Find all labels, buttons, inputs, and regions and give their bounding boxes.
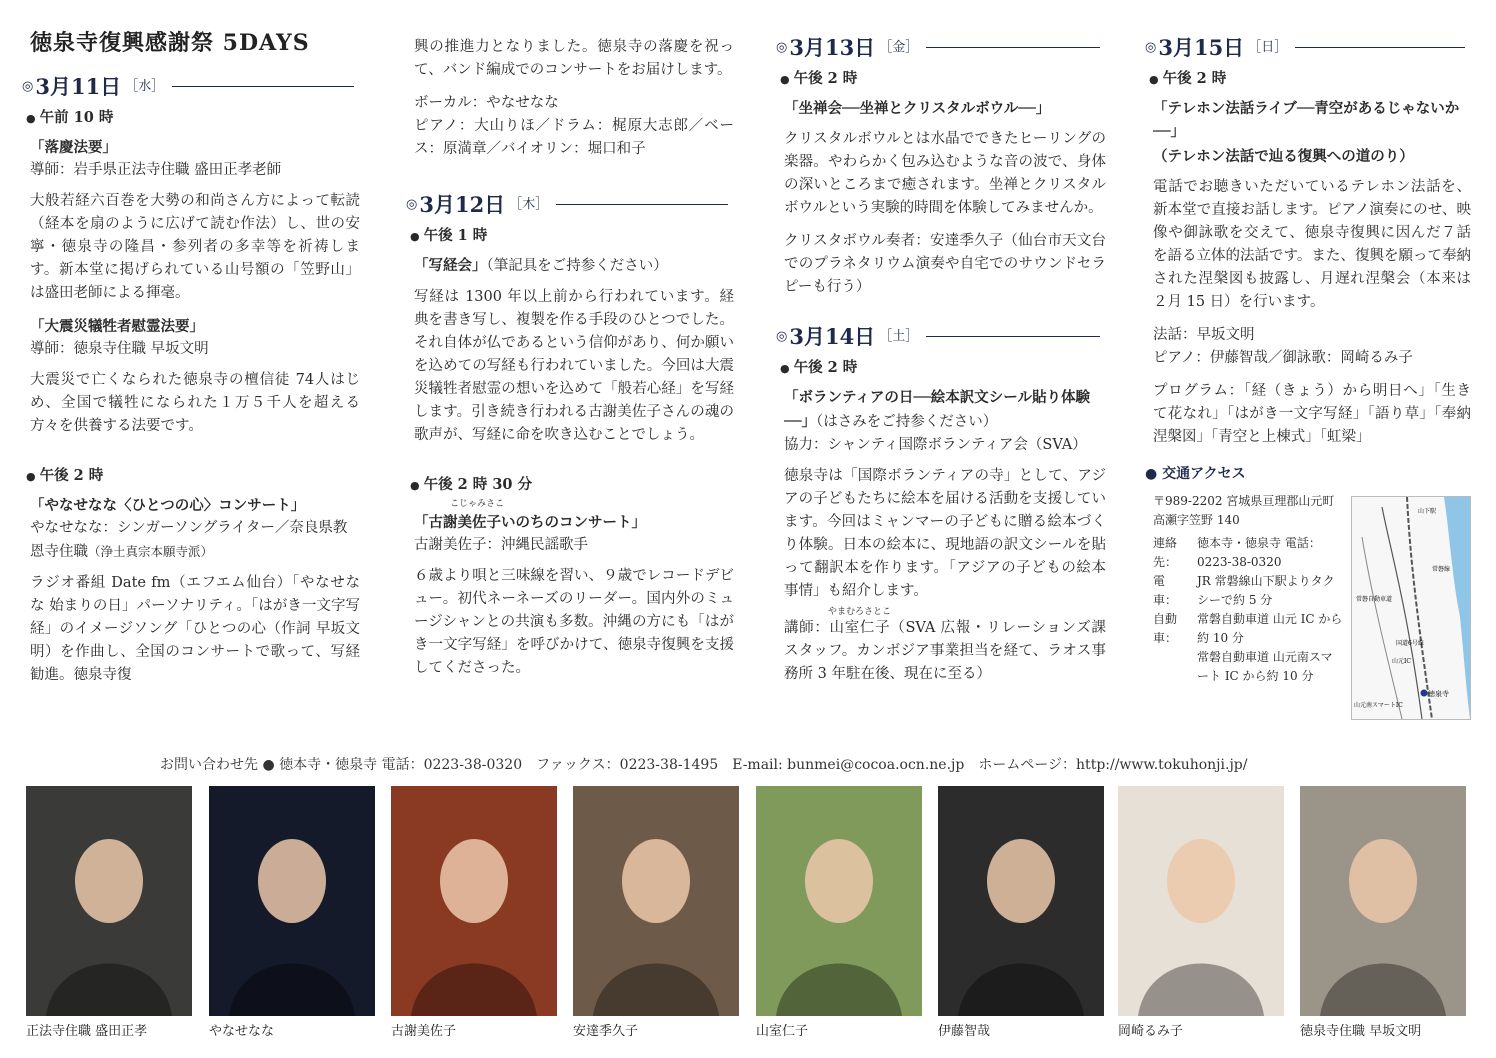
- access-map: [1351, 496, 1471, 720]
- portrait-photo: [1300, 786, 1466, 1016]
- bullet-icon: ●: [26, 112, 36, 125]
- time-label: ● 午後 2 時 30 分: [410, 476, 533, 493]
- time-label: ● 午後 1 時: [410, 227, 488, 244]
- access-row-car2: 常磐自動車道 山元南スマート IC から約 10 分: [1197, 650, 1333, 683]
- day-mark: ◎: [776, 40, 788, 55]
- map-drawing: [1352, 497, 1470, 719]
- performer-info: やなせなな：シンガーソングライター／奈良県教恩寺住職（浄土真宗本願寺派）: [30, 520, 348, 560]
- day-header-mar15: [1145, 36, 1471, 59]
- bullet-icon: ●: [26, 470, 36, 483]
- map-label: 常磐自動車道: [1356, 596, 1393, 603]
- column-mar11: [22, 28, 360, 697]
- day-weekday: ［土］: [879, 329, 919, 344]
- portrait-caption: 正法寺住職 盛田正孝: [26, 1024, 148, 1039]
- map-label: 山下駅: [1418, 508, 1437, 515]
- cooperation-credit: 協力：シャンティ国際ボランティア会（SVA）: [784, 437, 1087, 453]
- lecturer-info: 講師：山室仁子（SVA 広報・リレーションズ課スタッフ。カンボジア事業担当を経て、ラオス事務所 3 年駐在後、現在に至る）: [784, 620, 1106, 682]
- portrait-caption: 徳泉寺住職 早坂文明: [1300, 1024, 1422, 1039]
- portrait-caption: 古謝美佐子: [391, 1024, 457, 1039]
- portrait-photo: [573, 786, 739, 1016]
- event-title: 「やなせなな〈ひとつの心〉コンサート」: [30, 497, 306, 514]
- day-date: 3月13日: [789, 35, 876, 60]
- day-date: 3月11日: [35, 74, 122, 99]
- time-label: ● 午前 10 時: [26, 109, 114, 126]
- map-label: 常磐線: [1432, 566, 1451, 573]
- map-label: 国道6号線: [1396, 640, 1424, 647]
- performer-info: 古謝美佐子：沖縄民謡歌手: [414, 537, 588, 553]
- day-date: 3月14日: [789, 324, 876, 349]
- day-header-mar11: [22, 75, 360, 98]
- portrait-photo: [209, 786, 375, 1016]
- contact-line: お問い合わせ先 ● 徳本寺・徳泉寺 電話：0223-38-0320 ファックス：0223-38-1495 E-mail: bunmei@cocoa.ocn.ne.jp ホームページ：http://www.tokuhonji.jp/: [160, 757, 1248, 773]
- page-title: 徳泉寺復興感謝祭 5DAYS: [30, 30, 310, 56]
- time-label: ● 午後 2 時: [780, 70, 858, 87]
- ruby-text: こじゃみさこ: [450, 499, 505, 509]
- map-label: 山元IC: [1392, 658, 1411, 665]
- event-description: 写経は 1300 年以上前から行われています。経典を書き写し、複製を作る手段のひとつでした。それ自体が仏であるという信仰があり、何か願いを込めての写経も行われていました。今回は大震災犠牲者慰霊の想いを込めて「般若心経」を写経します。引き続き行われる古謝美佐子さんの魂の歌声が、写経に命を吹き込むことでしょう。: [414, 289, 734, 443]
- day-rule: [556, 204, 728, 205]
- day-rule: [926, 47, 1100, 48]
- event-title: 「テレホン法話ライブ──青空があるじゃないか──」: [1153, 100, 1460, 140]
- access-section: [1153, 492, 1471, 742]
- access-title: ● 交通アクセス: [1145, 466, 1246, 482]
- portrait-photo: [938, 786, 1104, 1016]
- bullet-icon: ●: [780, 362, 790, 375]
- bullet-icon: ●: [410, 479, 420, 492]
- vocal-credit: ボーカル：やなせなな: [414, 95, 559, 111]
- day-mark: ◎: [1145, 40, 1157, 55]
- portrait-caption: 安達季久子: [573, 1024, 639, 1039]
- event-subtitle: （テレホン法話で辿る復興への道のり）: [1153, 148, 1414, 165]
- event-description: クリスタルボウルとは水晶でできたヒーリングの楽器。やわらかく包み込むような音の波で、身体の深いところまで癒されます。坐禅とクリスタルボウルという実験的時間を体験してみませんか。: [784, 131, 1106, 216]
- time-label: ● 午後 2 時: [26, 467, 104, 484]
- event-description: 徳泉寺は「国際ボランティアの寺」として、アジアの子どもたちに絵本を届ける活動を支援しています。今回はミャンマーの子どもに贈る絵本づくり体験。日本の絵本に、現地語の訳文シールを貼って翻訳本を作ります。「アジアの子どもの絵本事情」も紹介します。: [784, 468, 1106, 599]
- event-title: 「落慶法要」: [30, 139, 117, 156]
- map-label: 山元南スマートIC: [1354, 702, 1403, 709]
- event-leader: 導師：岩手県正法寺住職 盛田正孝老師: [30, 162, 282, 178]
- day-weekday: ［水］: [125, 79, 165, 94]
- piano-credit: ピアノ：伊藤智哉／御詠歌：岡崎るみ子: [1153, 350, 1413, 366]
- portrait-photo: [1118, 786, 1284, 1016]
- event-description: ６歳より唄と三味線を習い、９歳でレコードデビュー。初代ネーネーズのリーダー。国内外のミュージシャンとの共演も多数。沖縄の方にも「はがき一文字写経」を呼びかけて、徳泉寺復興を支援してくださった。: [414, 568, 734, 676]
- day-mark: ◎: [22, 79, 34, 94]
- performer-info: クリスタボウル奏者：安達季久子（仙台市天文台でのプラネタリウム演奏や自宅でのサウンドセラピーも行う）: [784, 233, 1106, 295]
- day-header-mar13: [776, 36, 1106, 59]
- event-title: 「大震災犠牲者慰霊法要」: [30, 318, 204, 335]
- access-row-contact: 連絡先： 徳本寺・徳泉寺 電話：0223-38-0320: [1153, 536, 1321, 569]
- postal-address: 〒989-2202 宮城県亘理郡山元町高瀬字笠野 140: [1153, 494, 1335, 527]
- portrait-caption: 山室仁子: [756, 1024, 809, 1039]
- continued-text: 興の推進力となりました。徳泉寺の落慶を祝って、バンド編成でのコンサートをお届けします。: [414, 39, 734, 78]
- column-mar15: [1145, 28, 1471, 742]
- access-details: [1153, 492, 1343, 686]
- day-weekday: ［木］: [509, 197, 549, 212]
- day-date: 3月12日: [419, 192, 506, 217]
- day-weekday: ［金］: [879, 40, 919, 55]
- day-header-mar14: [776, 325, 1106, 348]
- day-rule: [926, 336, 1100, 337]
- bullet-icon: ●: [1149, 73, 1159, 86]
- portrait-caption: 伊藤智哉: [938, 1024, 991, 1039]
- day-mark: ◎: [776, 329, 788, 344]
- access-row-car: 自動車： 常磐自動車道 山元 IC から約 10 分: [1153, 612, 1343, 645]
- program-list: プログラム：「経（きょう）から明日へ」「生きて花なれ」「はがき一文字写経」「語り草」「奉納涅槃図」「青空と上棟式」「虹梁」: [1153, 383, 1471, 445]
- portrait-caption: やなせなな: [209, 1024, 275, 1039]
- event-title: 「坐禅会──坐禅とクリスタルボウル──」: [784, 100, 1051, 117]
- ruby-text: やまむろさとこ: [828, 607, 892, 617]
- event-title: 「古謝美佐子いのちのコンサート」: [414, 514, 646, 531]
- map-label: 徳泉寺: [1428, 690, 1449, 698]
- event-heading: 「ボランティアの日──絵本訳文シール貼り体験──」（はさみをご持参ください）: [784, 389, 1091, 430]
- portrait-photo: [26, 786, 192, 1016]
- event-leader: 導師：徳泉寺住職 早坂文明: [30, 341, 209, 357]
- day-rule: [172, 86, 354, 87]
- event-description: 大般若経六百巻を大勢の和尚さん方によって転読（経本を扇のように広げて読む作法）し、世の安寧・徳泉寺の隆昌・参列者の多幸等を祈祷します。新本堂に掲げられている山号額の「笠野山」は盛田老師による揮毫。: [30, 193, 360, 301]
- portrait-photo: [756, 786, 922, 1016]
- time-label: ● 午後 2 時: [1149, 70, 1227, 87]
- event-description: 電話でお聴きいただいているテレホン法話を、新本堂で直接お話します。ピアノ演奏にのせ、映像や御詠歌を交えて、徳泉寺復興に因んだ７話を語る立体的法話です。また、復興を願って奉納された涅槃図も披露し、月遅れ涅槃会（本来は２月 15 日）を行います。: [1153, 179, 1471, 310]
- bullet-icon: ●: [410, 230, 420, 243]
- portrait-caption: 岡崎るみ子: [1118, 1024, 1184, 1039]
- event-description: 大震災で亡くなられた徳泉寺の檀信徒 74人はじめ、全国で犠牲になられた１万５千人を超える方々を供養する法要です。: [30, 372, 360, 434]
- event-description: ラジオ番組 Date fm（エフエム仙台）「やなせなな 始まりの日」パーソナリティ。「はがき一文字写経」のイメージソング「ひとつの心（作詞 早坂文明）を作曲し、全国のコンサートで歌って、写経勧進。徳泉寺復: [30, 575, 360, 683]
- speaker-credit: 法話：早坂文明: [1153, 327, 1255, 343]
- time-label: ● 午後 2 時: [780, 359, 858, 376]
- day-weekday: ［日］: [1248, 40, 1288, 55]
- bullet-icon: ●: [780, 73, 790, 86]
- band-credit: ピアノ：大山りほ／ドラム：梶原大志郎／ベース：原満章／バイオリン：堀口和子: [414, 118, 734, 157]
- portrait-photo: [391, 786, 557, 1016]
- day-header-mar12: [406, 193, 734, 216]
- column-mar13-14: [776, 28, 1106, 696]
- day-mark: ◎: [406, 197, 418, 212]
- day-rule: [1295, 47, 1465, 48]
- access-row-train: 電 車： JR 常磐線山下駅よりタクシーで約 5 分: [1153, 574, 1335, 607]
- column-mar12: [406, 36, 734, 690]
- event-heading: 「写経会」（筆記具をご持参ください）: [414, 257, 668, 274]
- day-date: 3月15日: [1158, 35, 1245, 60]
